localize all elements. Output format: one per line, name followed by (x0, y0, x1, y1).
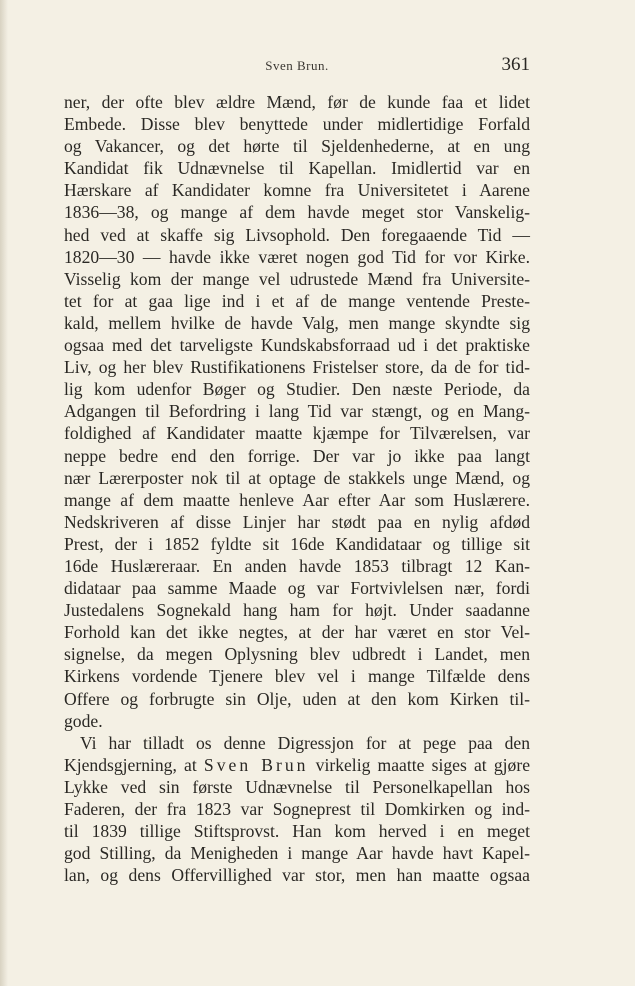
text-line: god Stilling, da Menigheden i mange Aar havde havt Kapel- (64, 843, 530, 864)
text-line: nær Lærerposter nok til at optage de stakkels unge Mænd, og (64, 467, 530, 488)
text-line: Liv, og her blev Rustifikationens Fristelser store, da de for tid- (64, 357, 530, 378)
body-text (64, 91, 530, 886)
text-segment: Kjendsgjerning, at (64, 754, 204, 775)
text-line (64, 754, 530, 776)
text-line: og Vakancer, og det hørte til Sjeldenhederne, at en ung (64, 136, 530, 157)
text-line: Adgangen til Befordring i lang Tid var stængt, og en Mang- (64, 401, 530, 422)
text-line: foldighed af Kandidater maatte kjæmpe for Tilværelsen, var (64, 423, 530, 444)
text-line: neppe bedre end den forrige. Der var jo ikke paa langt (64, 445, 530, 466)
text-line: hed ved at skaffe sig Livsophold. Den foregaaende Tid — (64, 224, 530, 245)
text-line: didataar paa samme Maade og var Fortvivlelsen nær, fordi (64, 578, 530, 599)
text-line: lan, og dens Offervillighed var stor, men han maatte ogsaa (64, 865, 530, 886)
text-line: Prest, der i 1852 fyldte sit 16de Kandidataar og tillige sit (64, 533, 530, 554)
paragraph-2 (64, 732, 530, 887)
paragraph-1 (64, 91, 530, 732)
text-line: Lykke ved sin første Udnævnelse til Personelkapellan hos (64, 776, 530, 797)
text-line: Hærskare af Kandidater komne fra Universitetet i Aarene (64, 180, 530, 201)
text-line: 1820—30 — havde ikke været nogen god Tid for vor Kirke. (64, 246, 530, 267)
text-line: mange af dem maatte henleve Aar efter Aar som Huslærere. (64, 489, 530, 510)
text-line: ogsaa med det tarveligste Kundskabsforraad ud i det praktiske (64, 335, 530, 356)
text-line: Kandidat fik Udnævnelse til Kapellan. Imidlertid var en (64, 158, 530, 179)
text-line: 1836—38, og mange af dem havde meget stor Vanskelig- (64, 202, 530, 223)
running-head: Sven Brun. (265, 58, 329, 73)
text-line: Faderen, der fra 1823 var Sogneprest til Domkirken og ind- (64, 799, 530, 819)
text-line: kald, mellem hvilke de havde Valg, men mange skyndte sig (64, 312, 530, 333)
text-line: gode. (64, 710, 103, 731)
text-line: ner, der ofte blev ældre Mænd, før de kunde faa et lidet (64, 92, 530, 112)
text-segment: virkelig maatte siges at gjøre (308, 754, 530, 775)
text-line: Visselig kom der mange vel udrustede Mænd fra Universite- (64, 268, 530, 289)
page-number: 361 (501, 54, 530, 75)
text-line: Offere og forbrugte sin Olje, uden at den kom Kirken til- (64, 688, 530, 709)
text-line: Kirkens vordende Tjenere blev vel i mange Tilfælde dens (64, 666, 530, 687)
page-edge-shadow (0, 0, 8, 986)
text-line: 16de Huslæreraar. En anden havde 1853 tilbragt 12 Kan- (64, 555, 530, 576)
text-line: Embede. Disse blev benyttede under midlertidige Forfald (64, 114, 530, 135)
text-line: til 1839 tillige Stiftsprovst. Han kom herved i en meget (64, 821, 530, 842)
person-name: Sven Brun (203, 754, 309, 775)
text-line-content: Vi har tilladt os denne Digressjon for at pege paa den (80, 732, 530, 753)
text-line: lig kom udenfor Bøger og Studier. Den næste Periode, da (64, 379, 530, 400)
text-line: signelse, da megen Oplysning blev udbredt i Landet, men (64, 644, 530, 665)
text-line: Forhold kan det ikke negtes, at der har været en stor Vel- (64, 622, 530, 643)
page-header (64, 54, 530, 82)
text-line: Nedskriveren af disse Linjer har stødt paa en nylig afdød (64, 511, 530, 532)
text-line: tet for at gaa lige ind i et af de mange ventende Preste- (64, 290, 530, 311)
text-line: Justedalens Sognekald hang ham for højt. Under saadanne (64, 600, 530, 621)
text-line (64, 732, 530, 754)
